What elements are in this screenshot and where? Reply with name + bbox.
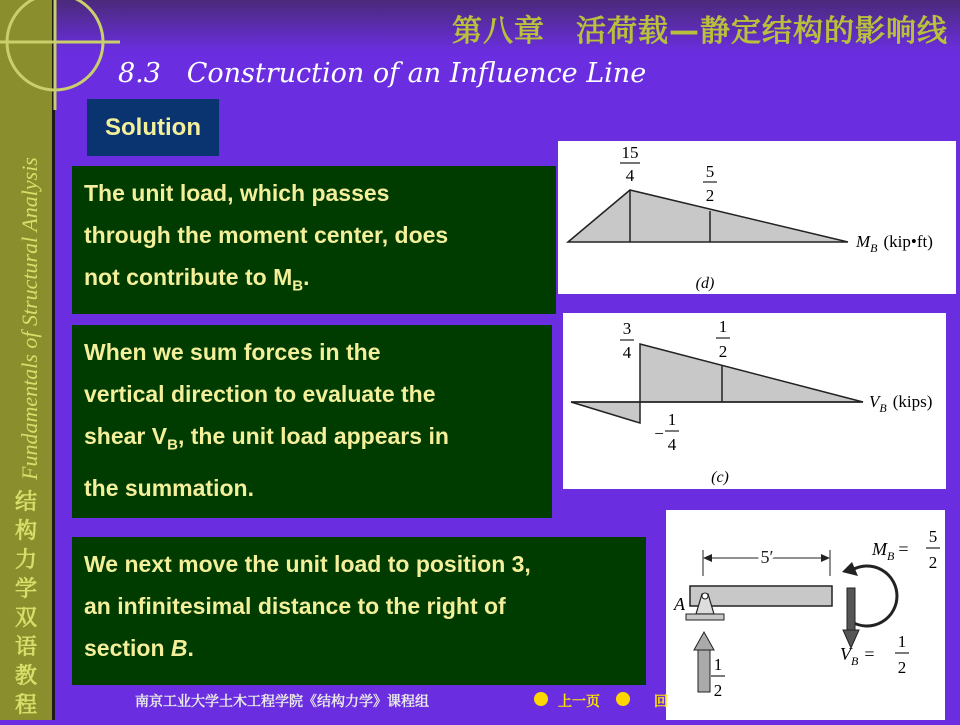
dimension-label: 5′ (760, 547, 774, 567)
ordinate-value: 4 (622, 343, 632, 362)
prev-page-icon[interactable] (534, 692, 548, 706)
text-block-moment (72, 166, 556, 314)
support-label: A (674, 594, 685, 614)
shear-arrow-shaft (847, 588, 855, 630)
svg-text:Fundamentals of Structural Ana: Fundamentals of Structural Analysis (17, 157, 42, 480)
text-line: an infinitesimal distance to the right of (84, 593, 506, 619)
moment-value: 5 (928, 527, 938, 546)
text-line: through the moment center, does (84, 222, 449, 248)
shear-value: 1 (897, 632, 907, 651)
reaction-arrowhead (694, 632, 714, 650)
figure-caption: (c) (711, 469, 729, 486)
reaction-arrow-shaft (698, 650, 710, 692)
ordinate-value: 4 (667, 435, 677, 454)
ordinate-value: 2 (718, 342, 728, 361)
ordinate-sign: − (654, 424, 664, 443)
ordinate-value: 5 (705, 162, 715, 181)
text-line: We next move the unit load to position 3, (84, 551, 531, 577)
shear-positive-area (640, 344, 863, 402)
text-line: shear $V_B$, the unit load appears in (84, 423, 449, 454)
text-line: vertical direction to evaluate the (84, 381, 436, 407)
arrowhead (821, 554, 830, 562)
moment-label: $M_B$ = (872, 539, 909, 563)
book-title-char: 力 (14, 548, 37, 573)
ordinate-value: 15 (621, 143, 639, 162)
book-title-char: 学 (14, 577, 37, 602)
book-title-char: 语 (14, 635, 37, 660)
text-block-position3 (72, 537, 646, 685)
book-title-char: 教 (14, 664, 37, 689)
shear-value: 2 (897, 658, 907, 677)
home-link[interactable]: 回 (654, 694, 668, 710)
book-title-char: 结 (14, 490, 37, 515)
shear-label: $V_B$ = (840, 644, 875, 668)
text-line: not contribute to $M_B$. (84, 264, 310, 295)
text-block-shear (72, 325, 552, 518)
shear-diagram (563, 313, 946, 489)
load-value: 1 (713, 655, 723, 674)
section-number: 8.3 (118, 58, 161, 89)
load-value: 2 (713, 681, 723, 700)
text-line: The unit load, which passes (84, 180, 390, 206)
book-title-char: 构 (14, 519, 37, 544)
book-title-char: 双 (14, 606, 37, 631)
pin-icon (702, 593, 708, 599)
figure-free-body (666, 510, 945, 720)
free-body-diagram (666, 510, 945, 720)
ordinate-value: 2 (705, 186, 715, 205)
chapter-title: 第八章 活荷载—静定结构的影响线 (452, 14, 948, 49)
figure-moment-influence (558, 141, 956, 294)
arrowhead (703, 554, 712, 562)
text-line: When we sum forces in the (84, 339, 381, 365)
footer-course: 南京工业大学土木工程学院《结构力学》课程组 (135, 694, 429, 710)
solution-label: Solution (87, 99, 219, 156)
figure-shear-influence (563, 313, 946, 489)
diagram-label: $V_B$ (kips) (869, 392, 933, 415)
ordinate-value: 4 (625, 166, 635, 185)
moment-value: 2 (928, 553, 938, 572)
ordinate-value: 3 (622, 319, 632, 338)
diagram-label: $M_B$ (kip•ft) (856, 232, 933, 255)
figure-caption: (d) (695, 275, 715, 292)
shear-negative-area (571, 402, 640, 423)
moment-arrow (852, 566, 897, 626)
book-title-cn (6, 488, 46, 720)
book-title-en (4, 90, 48, 490)
moment-diagram (558, 141, 956, 294)
prev-page-link[interactable]: 上一页 (558, 694, 600, 710)
section-name: Construction of an Influence Line (186, 58, 647, 89)
text-line: the summation. (84, 474, 254, 501)
text-line: section B. (84, 635, 194, 661)
ordinate-value: 1 (667, 410, 677, 429)
ordinate-value: 1 (718, 317, 728, 336)
book-title-char: 程 (14, 693, 37, 718)
home-icon[interactable] (616, 692, 630, 706)
section-title (118, 58, 646, 89)
support-base (686, 614, 724, 620)
